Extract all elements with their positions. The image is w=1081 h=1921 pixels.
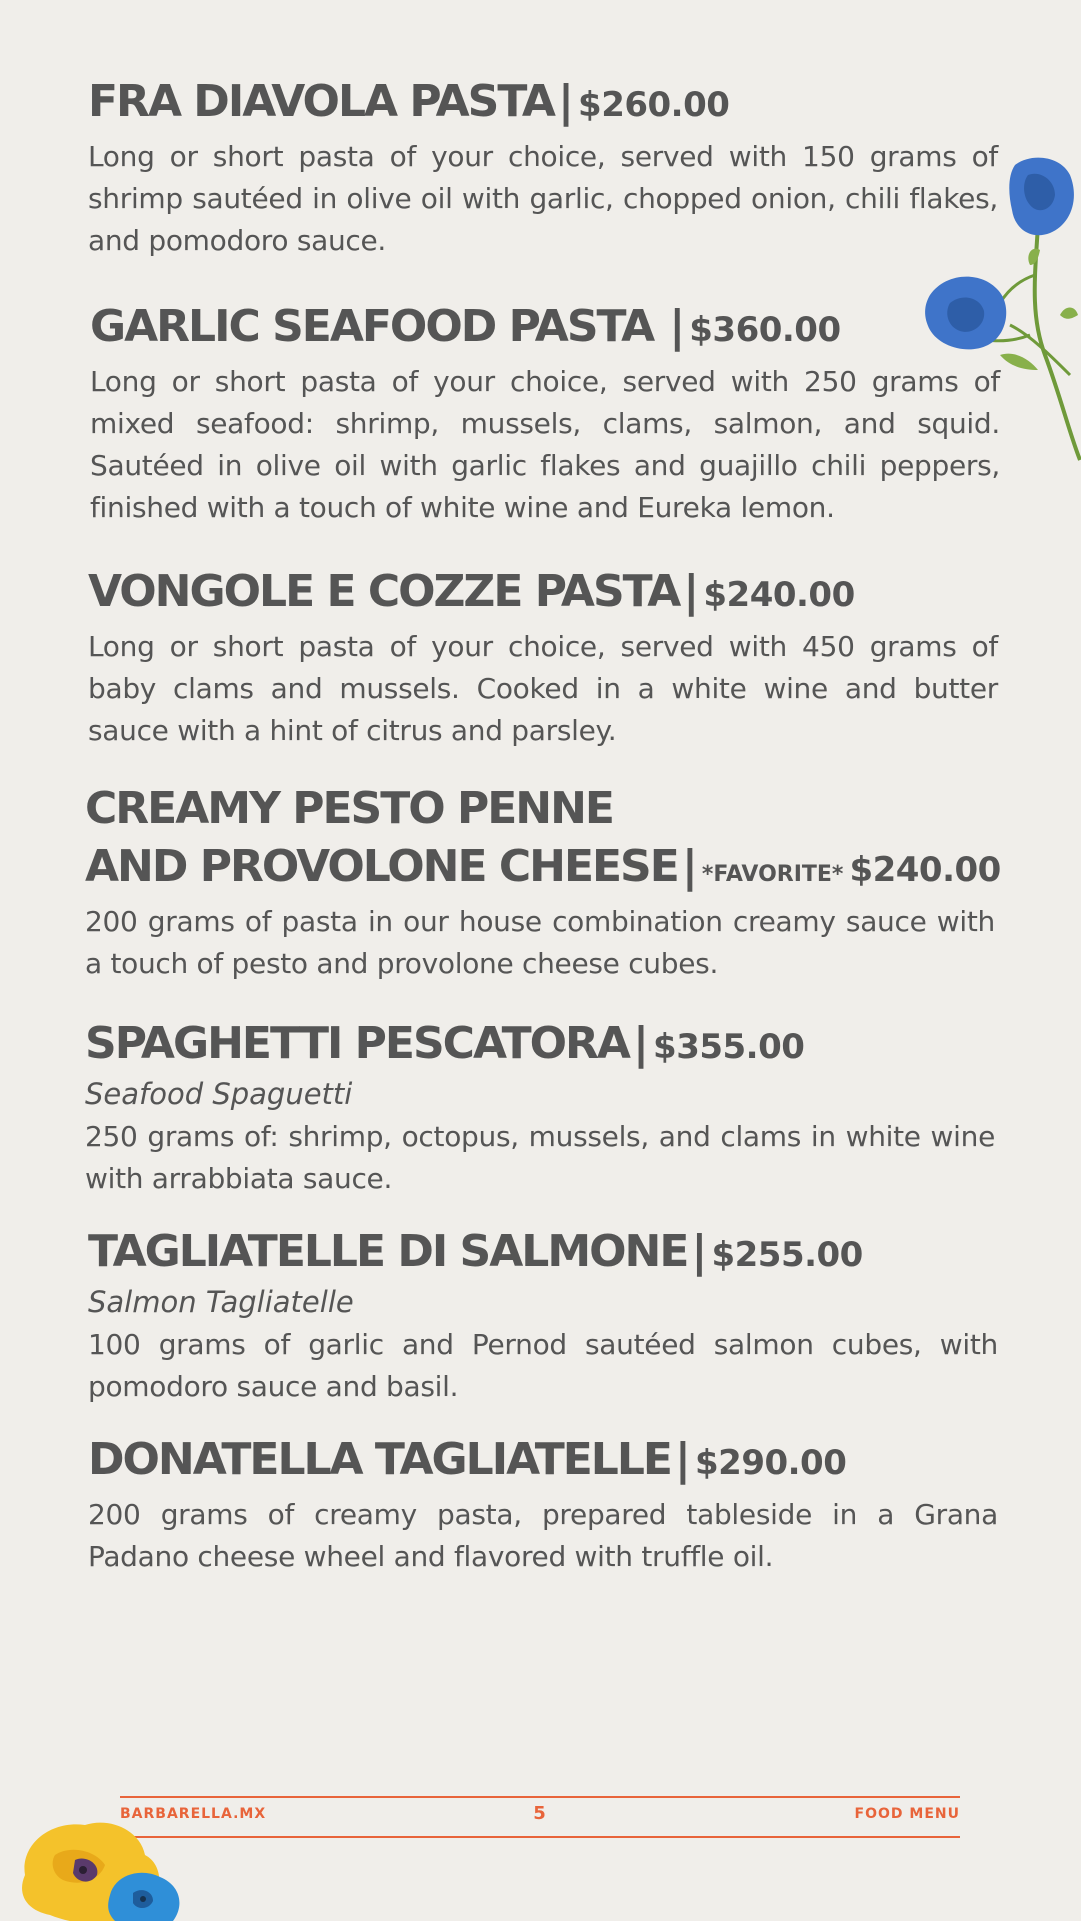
- page-footer: [120, 1796, 960, 1838]
- item-price: $360.00: [689, 310, 841, 350]
- footer-page-number: 5: [533, 1803, 547, 1824]
- item-name: DONATELLA TAGLIATELLE: [88, 1434, 671, 1485]
- footer-rule-bottom: [120, 1836, 960, 1838]
- menu-item: [88, 1226, 998, 1408]
- item-name: CREAMY PESTO PENNE: [85, 783, 613, 834]
- menu-item: [90, 301, 1000, 529]
- favorite-tag: *FAVORITE*: [701, 861, 844, 887]
- item-title: [85, 1018, 995, 1070]
- yellow-flower-icon: [15, 1815, 195, 1921]
- item-subtitle: Seafood Spaguetti: [85, 1076, 353, 1111]
- item-description: Long or short pasta of your choice, served with 450 grams of baby clams and mussels. Cooked in a white wine and butter sauce with a hint of citrus and parsley.: [88, 629, 998, 747]
- menu-item: [85, 1018, 995, 1200]
- item-title: [88, 76, 998, 128]
- item-description: 100 grams of garlic and Pernod sautéed salmon cubes, with pomodoro sauce and basil.: [88, 1327, 998, 1403]
- item-name: SPAGHETTI PESCATORA: [85, 1018, 629, 1069]
- item-name: FRA DIAVOLA PASTA: [88, 76, 554, 127]
- item-description: 200 grams of pasta in our house combination creamy sauce with a touch of pesto and provolone cheese cubes.: [85, 904, 995, 980]
- footer-website-link[interactable]: BARBARELLA.MX: [120, 1806, 267, 1822]
- item-name: GARLIC SEAFOOD PASTA: [90, 301, 654, 352]
- title-separator: |: [681, 840, 696, 892]
- title-separator: |: [674, 1434, 689, 1485]
- item-price: $240.00: [849, 849, 1001, 890]
- title-separator: |: [669, 301, 684, 352]
- menu-item: [88, 566, 998, 752]
- title-separator: |: [691, 1226, 706, 1277]
- item-price: $355.00: [653, 1027, 805, 1067]
- item-title-line1: [85, 783, 995, 835]
- title-separator: |: [557, 76, 573, 127]
- menu-item: [88, 76, 998, 262]
- item-subtitle: Salmon Tagliatelle: [88, 1284, 354, 1319]
- footer-rule-top: [120, 1796, 960, 1798]
- menu-item: [88, 1434, 998, 1578]
- item-price: $255.00: [711, 1235, 863, 1275]
- item-price: $260.00: [578, 85, 730, 125]
- item-description: Long or short pasta of your choice, served with 150 grams of shrimp sautéed in olive oil with garlic, chopped onion, chili flakes, and pomodoro sauce.: [88, 139, 998, 257]
- title-separator: |: [683, 566, 698, 617]
- item-description: 250 grams of: shrimp, octopus, mussels, and clams in white wine with arrabbiata sauce.: [85, 1119, 995, 1195]
- item-price: $290.00: [695, 1443, 847, 1483]
- item-title: [90, 301, 1000, 353]
- item-name: AND PROVOLONE CHEESE: [85, 840, 678, 892]
- item-name: TAGLIATELLE DI SALMONE: [88, 1226, 688, 1277]
- footer-section-label: FOOD MENU: [854, 1806, 960, 1822]
- item-description: Long or short pasta of your choice, served with 250 grams of mixed seafood: shrimp, mussels, clams, salmon, and squid. Sautéed in olive oil with garlic flakes and guajillo chili peppers, finished with a touch of white wine and Eureka lemon.: [90, 364, 1000, 524]
- item-title: [88, 1434, 998, 1486]
- item-title-line2: [85, 840, 1001, 893]
- title-separator: |: [632, 1018, 648, 1069]
- item-price: $240.00: [703, 575, 855, 615]
- menu-item-favorite: [85, 783, 1001, 985]
- item-description: 200 grams of creamy pasta, prepared tableside in a Grana Padano cheese wheel and flavored with truffle oil.: [88, 1497, 998, 1573]
- item-title: [88, 566, 998, 618]
- item-title: [88, 1226, 998, 1278]
- item-name: VONGOLE E COZZE PASTA: [88, 566, 680, 617]
